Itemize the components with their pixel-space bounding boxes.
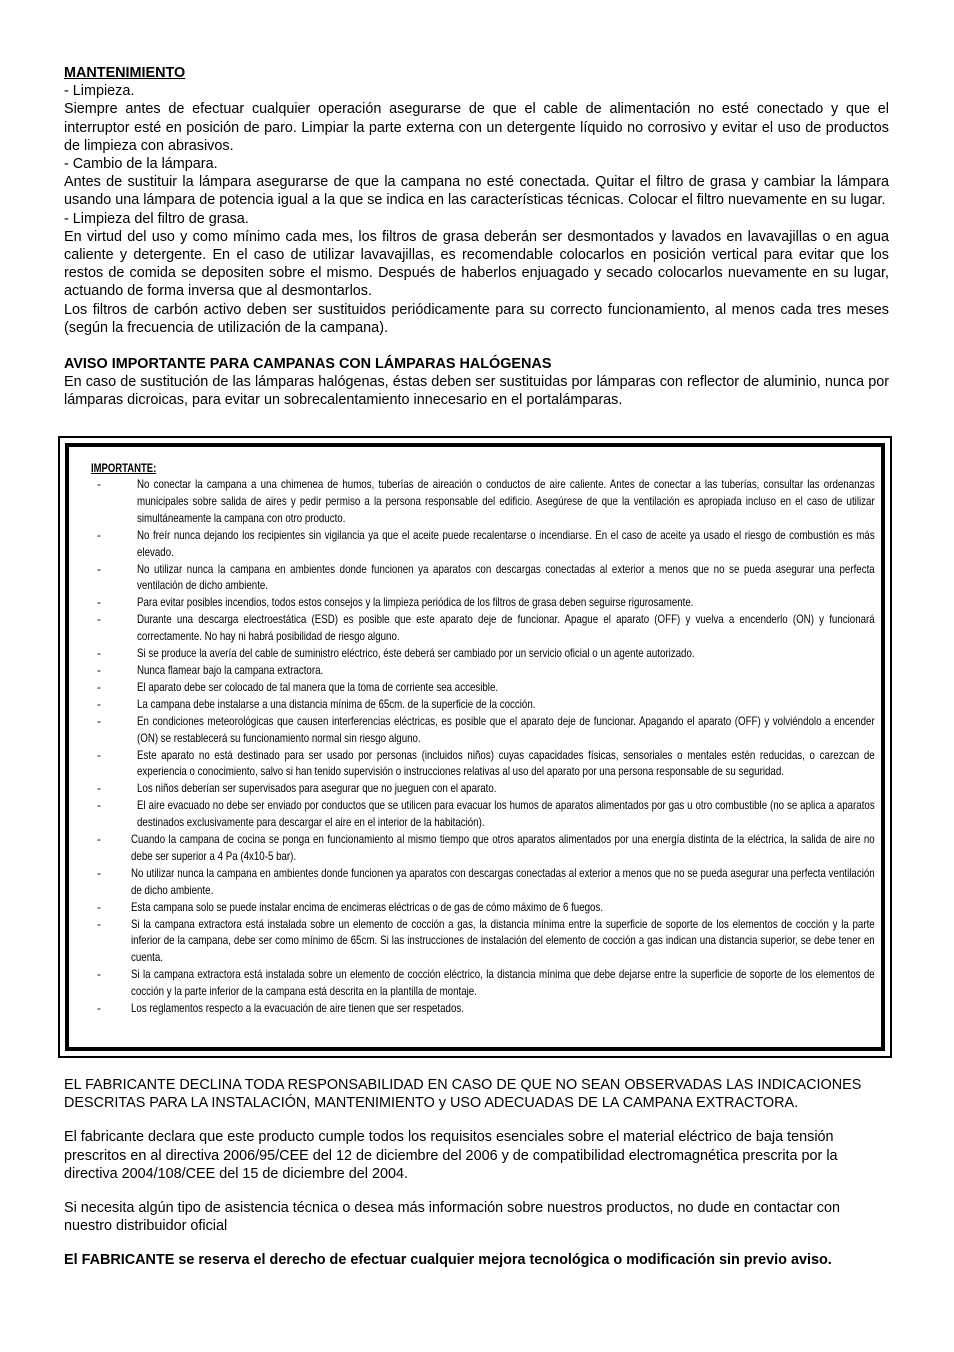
list-dash: -: [97, 714, 101, 728]
important-list-item: [91, 528, 875, 562]
important-item-text: Los niños deberían ser supervisados para asegurar que no jueguen con el aparato.: [137, 782, 497, 796]
disclaimer-paragraph: EL FABRICANTE DECLINA TODA RESPONSABILIDAD EN CASO DE QUE NO SEAN OBSERVADAS LAS INDICACIONES DESCRITAS PARA LA INSTALACIÓN, MANTENIMIENTO y USO ADECUADAS DE LA CAMPANA EXTRACTORA.: [64, 1077, 862, 1112]
important-list-item: [91, 663, 875, 680]
important-list-item: [91, 917, 875, 968]
important-item-text: Para evitar posibles incendios, todos estos consejos y la limpieza periódica de los filtros de grasa deben seguirse rigurosamente.: [137, 596, 694, 610]
list-dash: -: [97, 968, 101, 982]
halogen-paragraph: En caso de sustitución de las lámparas halógenas, éstas deben ser sustituidas por lámparas con reflector de aluminio, nunca por lámparas dicroicas, para evitar un sobrecalentamiento innecesario en el portalámparas.: [64, 374, 889, 409]
list-dash: -: [97, 917, 101, 931]
maintenance-title: MANTENIMIENTO: [64, 65, 186, 81]
reserve-paragraph: El FABRICANTE se reserva el derecho de efectuar cualquier mejora tecnológica o modificación sin previo aviso.: [64, 1252, 832, 1269]
list-dash: -: [97, 833, 101, 847]
halogen-title: AVISO IMPORTANTE PARA CAMPANAS CON LÁMPARAS HALÓGENAS: [64, 356, 552, 373]
important-list-item: [91, 900, 875, 917]
carbon-filter-paragraph: Los filtros de carbón activo deben ser sustituidos periódicamente para su correcto funcionamiento, al menos cada tres meses (según la frecuencia de utilización de la campana).: [64, 301, 889, 336]
important-item-text: Nunca flamear bajo la campana extractora.: [137, 663, 324, 677]
important-box-inner-border: [65, 443, 885, 1051]
important-list-item: [91, 595, 875, 612]
important-list-item: [91, 612, 875, 646]
important-item-text: El aire evacuado no debe ser enviado por conductos que se utilicen para evacuar los humos de aparatos alimentados por gas u otro combustible (no se aplica a aparatos destinados exclusivamente para descargar el aire en el interior de la habitación).: [137, 799, 875, 830]
important-item-text: No conectar la campana a una chimenea de humos, tuberías de aireación o conductos de aire caliente. Antes de conectar a las tuberías, consultar las ordenanzas municipales sobre salida de aires y pedir permiso a la persona responsable del edificio. Asegúrese de que la ventilación es apropiada incluso en el caso de utilizar simultáneamente la campana con otro producto.: [137, 478, 875, 525]
important-list-item: [91, 477, 875, 528]
list-dash: -: [97, 596, 101, 610]
important-list-item: [91, 748, 875, 782]
list-dash: -: [97, 782, 101, 796]
important-box: [58, 436, 892, 1058]
important-item-text: No freír nunca dejando los recipientes sin vigilancia ya que el aceite puede recalentarse o incendiarse. En el caso de aceite ya usado el riesgo de combustión es más elevado.: [137, 528, 875, 559]
important-item-text: Esta campana solo se puede instalar encima de encimeras eléctricas o de gas de cómo máximo de 6 fuegos.: [131, 900, 604, 914]
important-list-item: [91, 832, 875, 866]
important-item-text: Los reglamentos respecto a la evacuación de aire tienen que ser respetados.: [131, 1002, 464, 1016]
important-list-item: [91, 866, 875, 900]
important-list-item: [91, 714, 875, 748]
important-list-item: [91, 1001, 875, 1018]
important-list-item: [91, 798, 875, 832]
important-list-item: [91, 781, 875, 798]
important-item-text: En condiciones meteorológicas que causen interferencias eléctricas, es posible que el aparato deje de funcionar. Apagando el aparato (OFF) y volviéndolo a encender (ON) se restablecerá su funcionamiento normal sin riesgo alguno.: [137, 714, 875, 745]
list-dash: -: [97, 748, 101, 762]
important-item-text: Si la campana extractora está instalada sobre un elemento de cocción eléctrico, la distancia mínima que debe dejarse entre la superficie de soporte de los elementos de cocción y la parte inferior de la campana está descrita en la plantilla de montaje.: [131, 968, 875, 999]
lamp-change-subtitle: - Cambio de la lámpara.: [64, 156, 218, 173]
important-title: IMPORTANTE:: [91, 462, 157, 475]
important-content: [91, 459, 875, 1018]
important-item-text: El aparato debe ser colocado de tal manera que la toma de corriente sea accesible.: [137, 680, 499, 694]
important-list-item: [91, 680, 875, 697]
important-item-text: No utilizar nunca la campana en ambientes donde funcionen ya aparatos con descargas conectadas al exterior a menos que no se pueda asegurar una perfecta ventilación de dicho ambiente.: [131, 866, 875, 897]
list-dash: -: [97, 900, 101, 914]
list-dash: -: [97, 478, 101, 491]
important-item-text: Este aparato no está destinado para ser usado por personas (incluidos niños) cuyas capacidades físicas, sensoriales o mentales estén reducidas, o carezcan de experiencia o conocimiento, salvo si han tenido supervisión o instrucciones relativas al uso del aparato por una persona responsable de su seguridad.: [137, 748, 875, 779]
important-item-text: La campana debe instalarse a una distancia mínima de 65cm. de la superficie de la cocción.: [137, 697, 536, 711]
list-dash: -: [97, 663, 101, 677]
list-dash: -: [97, 647, 101, 661]
important-item-text: Cuando la campana de cocina se ponga en funcionamiento al mismo tiempo que otros aparatos alimentados por una energía distinta de la eléctrica, la salida de aire no debe ser superior a 4 Pa (4x10-5 bar).: [131, 833, 875, 863]
cleaning-subtitle: - Limpieza.: [64, 83, 135, 100]
important-list-item: [91, 646, 875, 663]
grease-filter-paragraph: En virtud del uso y como mínimo cada mes, los filtros de grasa deberán ser desmontados y lavados en lavavajillas o en agua caliente y detergente. En el caso de utilizar lavavajillas, es recomendable colocarlos en posición vertical para evitar que los restos de comida se depositen sobre el mismo. Después de haberlos enjuagado y secado colocarlos nuevamente en su lugar, actuando de forma inversa que al desmontarlos.: [64, 228, 889, 300]
list-dash: -: [97, 866, 101, 880]
important-list-item: [91, 967, 875, 1001]
important-item-text: Si se produce la avería del cable de suministro eléctrico, éste deberá ser cambiado por un servicio oficial o un agente autorizado.: [137, 647, 695, 661]
important-item-text: Si la campana extractora está instalada sobre un elemento de cocción a gas, la distancia mínima entre la superficie de soporte de los elementos de cocción y la parte inferior de la campana, debe ser como mínimo de 65cm. Si las instrucciones de instalación del elemento de cocción a gas indican una distancia superior, se debe tener en cuenta.: [131, 917, 875, 965]
footer-section: [64, 1076, 889, 1270]
important-list-item: [91, 562, 875, 596]
important-item-text: Durante una descarga electroestática (ESD) es posible que este aparato deje de funcionar. Apague el aparato (OFF) y vuelva a encenderlo (ON) y funcionará correctamente. No hay ni habrá posibilidad de riesgo alguno.: [137, 613, 875, 644]
list-dash: -: [97, 613, 101, 627]
compliance-paragraph: El fabricante declara que este producto cumple todos los requisitos esenciales sobre el material eléctrico de baja tensión prescritos en al directiva 2006/95/CEE del 12 de diciembre del 2006 y de compatibilidad electromagnética prescrita por la directiva 2004/108/CEE del 15 de diciembre del 2004.: [64, 1129, 838, 1182]
list-dash: -: [97, 680, 101, 694]
grease-filter-subtitle: - Limpieza del filtro de grasa.: [64, 210, 249, 227]
lamp-change-paragraph: Antes de sustituir la lámpara asegurarse de que la campana no esté conectada. Quitar el filtro de grasa y cambiar la lámpara usando una lámpara de potencia igual a la que se indica en las características técnicas. Colocar el filtro nuevamente en su lugar.: [64, 174, 889, 209]
important-list-item: [91, 697, 875, 714]
list-dash: -: [97, 697, 101, 711]
cleaning-paragraph: Siempre antes de efectuar cualquier operación asegurarse de que el cable de alimentación no esté conectado y que el interruptor esté en posición de paro. Limpiar la parte externa con un detergente líquido no corrosivo y evitar el uso de productos de limpieza con abrasivos.: [64, 101, 889, 154]
maintenance-section: [64, 64, 889, 410]
list-dash: -: [97, 1002, 101, 1016]
list-dash: -: [97, 528, 101, 542]
list-dash: -: [97, 562, 101, 576]
list-dash: -: [97, 799, 101, 813]
important-list: [91, 477, 875, 1018]
assistance-paragraph: Si necesita algún tipo de asistencia técnica o desea más información sobre nuestros productos, no dude en contactar con nuestro distribuidor oficial: [64, 1200, 840, 1235]
important-item-text: No utilizar nunca la campana en ambientes donde funcionen ya aparatos con descargas conectadas al exterior a menos que no se pueda asegurar una perfecta ventilación de dicho ambiente.: [137, 562, 875, 593]
